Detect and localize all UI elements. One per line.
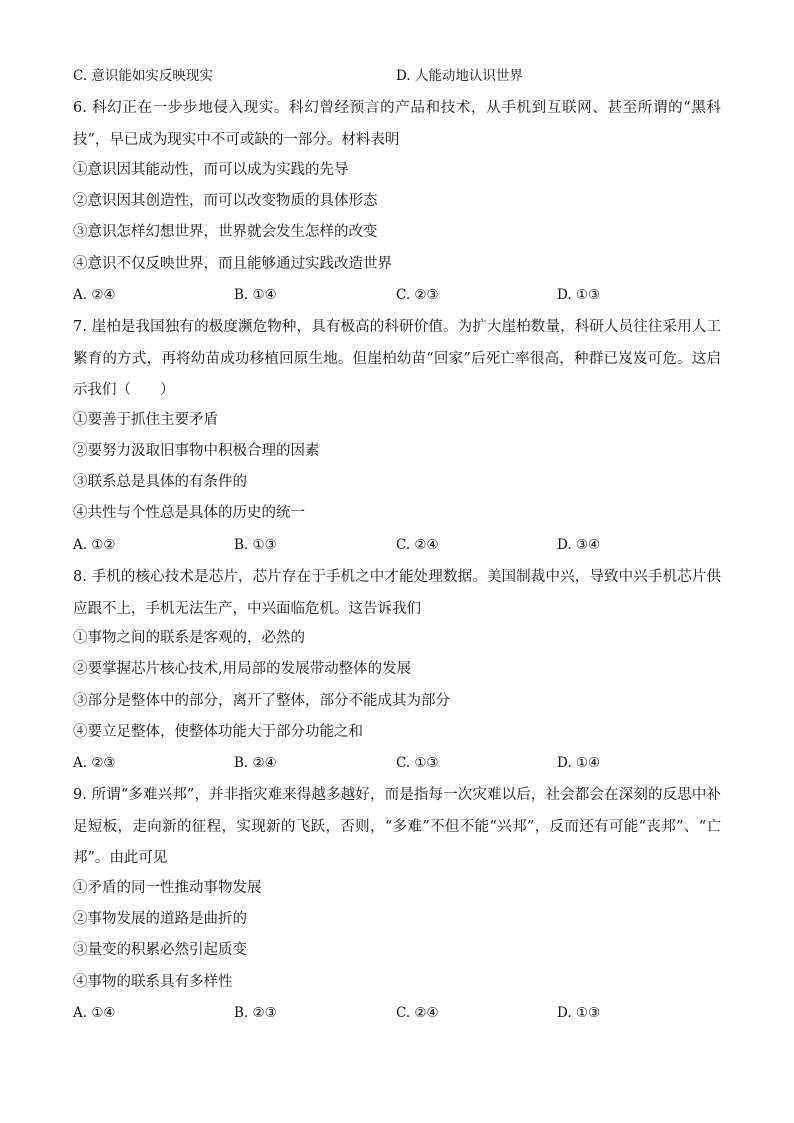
question-8-option-c: C. ①③: [396, 755, 439, 771]
question-9-option-c: C. ②④: [396, 1005, 439, 1021]
question-8-option-a: A. ②③: [73, 755, 116, 771]
question-7-statement-1: ①要善于抓住主要矛盾: [73, 412, 218, 428]
question-6-statement-1: ①意识因其能动性，而可以成为实践的先导: [73, 162, 349, 178]
question-6-statement-4: ④意识不仅反映世界，而且能够通过实践改造世界: [73, 256, 392, 272]
question-6-stem: 6. 科幻正在一步步地侵入现实。科幻曾经预言的产品和技术，从手机到互联网、甚至所谓的“黑科技”，早已成为现实中不可或缺的一部分。材料表明: [73, 100, 721, 148]
question-7-option-b: B. ①③: [234, 537, 277, 553]
question-6-option-c: C. ②③: [396, 287, 439, 303]
prev-option-c: C. 意识能如实反映现实: [73, 68, 213, 84]
question-7-stem: 7. 崖柏是我国独有的极度濒危物种，具有极高的科研价值。为扩大崖柏数量，科研人员往往采用人工繁育的方式，再将幼苗成功移植回原生地。但崖柏幼苗“回家”后死亡率很高，种群已岌岌可危。这启示我们（ ）: [73, 319, 721, 398]
question-8-statement-4: ④要立足整体，使整体功能大于部分功能之和: [73, 724, 363, 740]
prev-option-d: D. 人能动地认识世界: [396, 68, 523, 84]
question-9-option-d: D. ①③: [557, 1005, 601, 1021]
question-6-option-b: B. ①④: [234, 287, 277, 303]
question-8-option-d: D. ①④: [557, 755, 601, 771]
question-6-option-d: D. ①③: [557, 287, 601, 303]
question-9-statement-2: ②事物发展的道路是曲折的: [73, 911, 247, 927]
question-7-statement-3: ③联系总是具体的有条件的: [73, 474, 247, 490]
question-7-statement-4: ④共性与个性总是具体的历史的统一: [73, 505, 305, 521]
question-9-option-a: A. ①④: [73, 1005, 116, 1021]
question-9-option-b: B. ②③: [234, 1005, 277, 1021]
question-9-statement-3: ③量变的积累必然引起质变: [73, 942, 247, 958]
question-9-statement-1: ①矛盾的同一性推动事物发展: [73, 880, 262, 896]
question-9-statement-4: ④事物的联系具有多样性: [73, 974, 233, 990]
question-8-stem: 8. 手机的核心技术是芯片，芯片存在于手机之中才能处理数据。美国制裁中兴，导致中兴手机芯片供应跟不上，手机无法生产，中兴面临危机。这告诉我们: [73, 569, 721, 617]
question-8-statement-1: ①事物之间的联系是客观的，必然的: [73, 630, 305, 646]
question-7-option-a: A. ①②: [73, 537, 116, 553]
question-7-statement-2: ②要努力汲取旧事物中积极合理的因素: [73, 443, 320, 459]
question-6-option-a: A. ②④: [73, 287, 116, 303]
question-7-option-c: C. ②④: [396, 537, 439, 553]
question-8-statement-3: ③部分是整体中的部分，离开了整体，部分不能成其为部分: [73, 693, 450, 709]
question-6-statement-2: ②意识因其创造性，而可以改变物质的具体形态: [73, 193, 378, 209]
question-7-option-d: D. ③④: [557, 537, 601, 553]
question-6-statement-3: ③意识怎样幻想世界，世界就会发生怎样的改变: [73, 224, 378, 240]
question-9-stem: 9. 所谓“多难兴邦”，并非指灾难来得越多越好，而是指每一次灾难以后，社会都会在深刻的反思中补足短板，走向新的征程，实现新的飞跃，否则，“多难”不但不能“兴邦”，反而还有可能“丧邦”、“亡邦”。由此可见: [73, 787, 721, 866]
question-8-option-b: B. ②④: [234, 755, 277, 771]
question-8-statement-2: ②要掌握芯片核心技术,用局部的发展带动整体的发展: [73, 661, 412, 677]
